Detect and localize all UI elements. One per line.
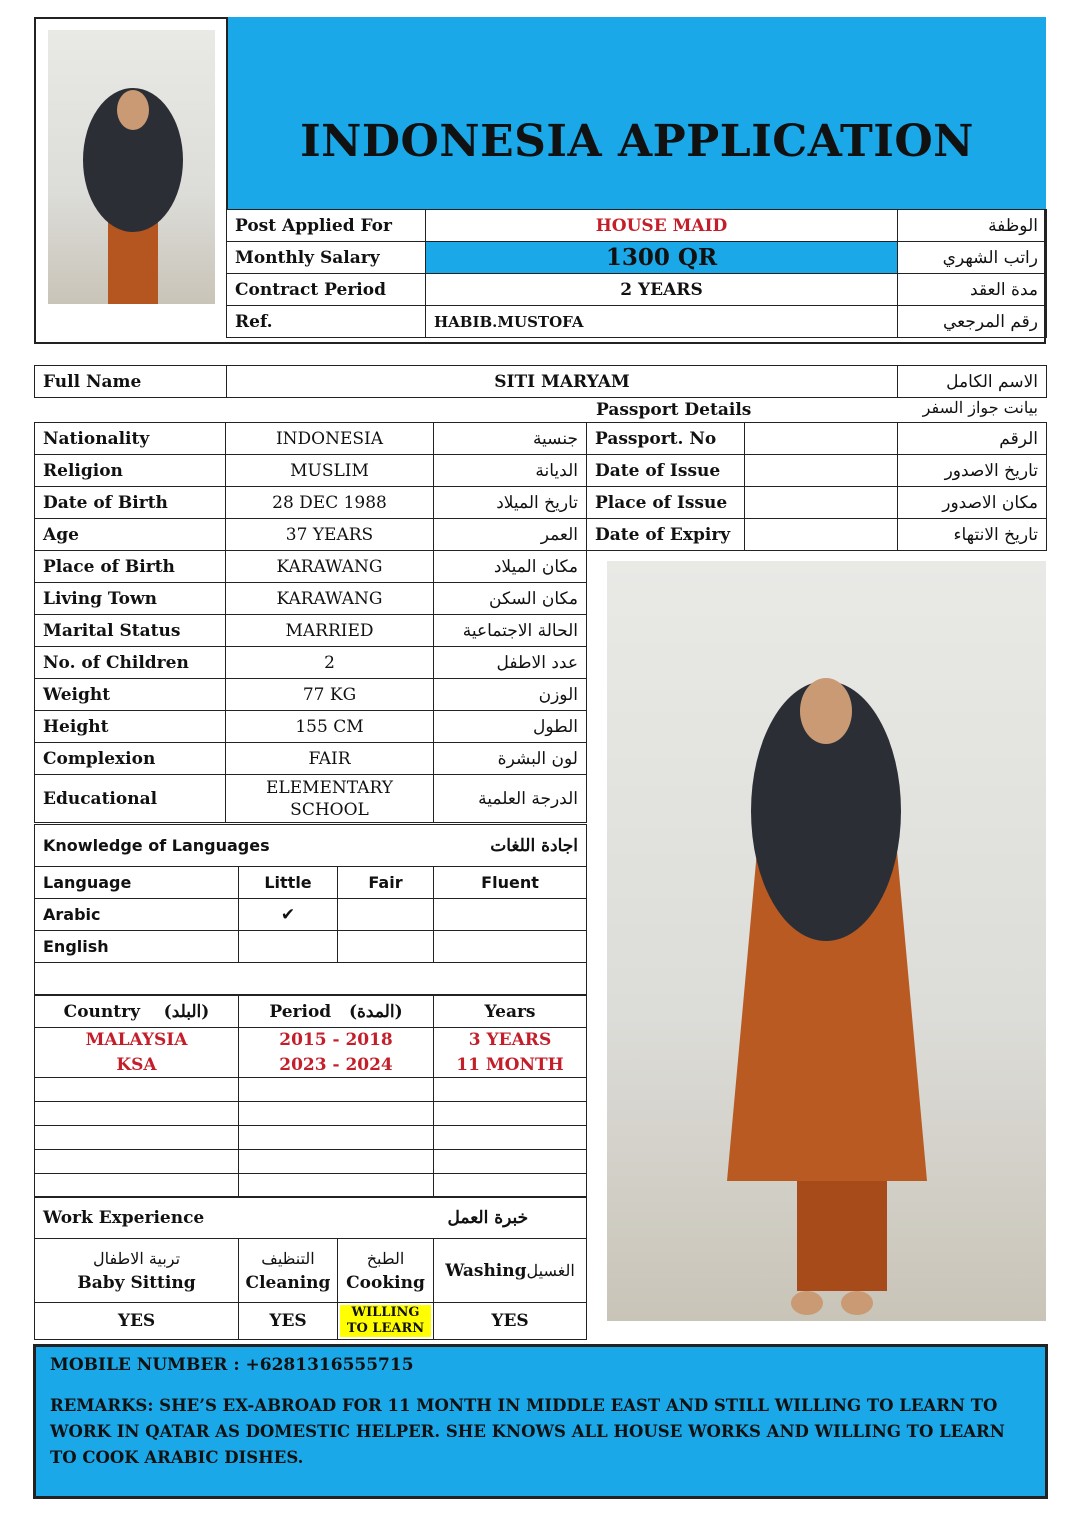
full-body-photo — [607, 561, 1046, 1321]
table-row — [35, 647, 587, 679]
title-banner — [226, 17, 1046, 209]
history-header-period-en: Period — [269, 1001, 332, 1022]
lang-fair — [338, 931, 434, 963]
skill-value-willing — [338, 1303, 434, 1340]
skill-label: Baby Sitting — [77, 1272, 196, 1293]
personal-label: Marital Status — [35, 615, 226, 647]
portrait-photo — [48, 30, 215, 304]
history-period: 2015 - 2018 — [239, 1028, 434, 1053]
education-value-line: ELEMENTARY — [266, 777, 393, 798]
table-row — [35, 423, 587, 455]
history-period: 2023 - 2024 — [239, 1053, 434, 1078]
table-row — [35, 996, 587, 1028]
lang-name: English — [35, 931, 239, 963]
table-row — [35, 366, 1047, 398]
table-row — [227, 274, 1047, 306]
history-header-period — [239, 996, 434, 1028]
personal-label: Date of Birth — [35, 487, 226, 519]
page-title: INDONESIA APPLICATION — [300, 115, 974, 167]
empty-row — [35, 963, 587, 995]
personal-label-ar: مكان السكن — [434, 583, 587, 615]
languages-title-ar: اجادة اللغات — [434, 825, 587, 867]
table-row — [35, 1028, 587, 1053]
table-row — [35, 1102, 587, 1126]
personal-value: 28 DEC 1988 — [226, 487, 434, 519]
table-row — [35, 1053, 587, 1078]
lang-header-fluent: Fluent — [434, 867, 587, 899]
personal-label: Living Town — [35, 583, 226, 615]
personal-label: Religion — [35, 455, 226, 487]
table-row — [35, 963, 587, 995]
personal-label-ar: الوزن — [434, 679, 587, 711]
personal-value: 2 — [226, 647, 434, 679]
personal-value: MUSLIM — [226, 455, 434, 487]
passport-value — [745, 455, 898, 487]
passport-label-ar: تاريخ الانتهاء — [898, 519, 1047, 551]
lang-name: Arabic — [35, 899, 239, 931]
education-label: Educational — [35, 775, 226, 823]
personal-label: Place of Birth — [35, 551, 226, 583]
contract-value: 2 YEARS — [426, 274, 898, 306]
passport-value — [745, 487, 898, 519]
table-row — [587, 455, 1047, 487]
table-row — [35, 551, 587, 583]
work-title: Work Experience — [35, 1197, 434, 1239]
personal-value: 77 KG — [226, 679, 434, 711]
ref-value: HABIB.MUSTOFA — [426, 306, 898, 338]
skill-label-ar: التنظيف — [261, 1248, 315, 1268]
table-row — [35, 899, 587, 931]
full-name-value: SITI MARYAM — [227, 366, 898, 398]
table-row — [35, 487, 587, 519]
table-row — [35, 615, 587, 647]
personal-value: KARAWANG — [226, 551, 434, 583]
passport-label: Date of Issue — [587, 455, 745, 487]
skill-label-ar: الطبخ — [366, 1248, 405, 1268]
languages-title: Knowledge of Languages — [35, 825, 434, 867]
personal-label-ar: الحالة الاجتماعية — [434, 615, 587, 647]
history-header-country — [35, 996, 239, 1028]
skill-label-ar: تربية الاطفال — [92, 1248, 181, 1268]
full-name-label-ar: الاسم الكامل — [898, 366, 1047, 398]
table-row — [227, 306, 1047, 338]
languages-table — [34, 824, 587, 995]
skill-cooking — [338, 1239, 434, 1303]
personal-label-ar: العمر — [434, 519, 587, 551]
post-label: Post Applied For — [227, 210, 426, 242]
remarks-text: REMARKS: SHE’S EX-ABROAD FOR 11 MONTH IN MIDDLE EAST AND STILL WILLING TO LEARN TO WORK IN QATAR AS DOMESTIC HELPER. SHE KNOWS ALL HOUSE WORKS AND WILLING TO LEARN TO COOK ARABIC DISHES. — [50, 1396, 1005, 1467]
skill-washing — [434, 1239, 587, 1303]
post-label-ar: الوظفة — [898, 210, 1047, 242]
table-row — [587, 519, 1047, 551]
contract-label-ar: مدة العقد — [898, 274, 1047, 306]
education-value-line: SCHOOL — [290, 799, 369, 820]
salary-label-ar: راتب الشهري — [898, 242, 1047, 274]
remarks-box — [33, 1344, 1048, 1499]
passport-value — [745, 519, 898, 551]
personal-label-ar: الديانة — [434, 455, 587, 487]
passport-label: Passport. No — [587, 423, 745, 455]
table-row — [35, 1150, 587, 1174]
history-header-years: Years — [434, 996, 587, 1028]
willing-line: TO LEARN — [346, 1321, 425, 1336]
history-header-country-ar: (البلد) — [163, 1001, 210, 1022]
table-row — [35, 775, 587, 823]
salary-label: Monthly Salary — [227, 242, 426, 274]
post-value: HOUSE MAID — [426, 210, 898, 242]
ref-label-ar: رقم المرجعي — [898, 306, 1047, 338]
job-table — [226, 209, 1047, 338]
table-row — [35, 1174, 587, 1198]
passport-label: Date of Expiry — [587, 519, 745, 551]
passport-label-ar: تاريخ الاصدور — [898, 455, 1047, 487]
lang-header-little: Little — [239, 867, 338, 899]
personal-table — [34, 422, 587, 823]
skill-label: Cooking — [346, 1272, 425, 1293]
skill-value: YES — [434, 1303, 587, 1340]
passport-label-ar: الرقم — [898, 423, 1047, 455]
passport-title: Passport Details — [596, 400, 752, 420]
table-row — [35, 711, 587, 743]
education-label-ar: الدرجة العلمية — [434, 775, 587, 823]
history-header-country-en: Country — [63, 1001, 140, 1022]
skill-value: YES — [239, 1303, 338, 1340]
personal-value: FAIR — [226, 743, 434, 775]
lang-fluent — [434, 899, 587, 931]
table-row — [35, 583, 587, 615]
lang-fair — [338, 899, 434, 931]
personal-value: KARAWANG — [226, 583, 434, 615]
personal-value: INDONESIA — [226, 423, 434, 455]
history-header-period-ar: (المدة) — [348, 1001, 403, 1022]
willing-badge — [340, 1305, 431, 1337]
personal-label: No. of Children — [35, 647, 226, 679]
skill-value: YES — [35, 1303, 239, 1340]
table-row — [587, 487, 1047, 519]
table-row — [35, 1078, 587, 1102]
table-row — [35, 679, 587, 711]
table-row — [35, 867, 587, 899]
personal-value: 155 CM — [226, 711, 434, 743]
history-table — [34, 995, 587, 1198]
table-row — [35, 1303, 587, 1340]
full-name-table — [34, 365, 1047, 398]
history-years: 3 YEARS — [434, 1028, 587, 1053]
skill-label: Cleaning — [245, 1272, 331, 1293]
personal-label-ar: الطول — [434, 711, 587, 743]
personal-label: Age — [35, 519, 226, 551]
history-country: MALAYSIA — [35, 1028, 239, 1053]
passport-title-ar: بيانت جواز السفر — [922, 398, 1038, 417]
skill-label-ar: الغسيل — [526, 1260, 575, 1280]
table-row — [35, 1126, 587, 1150]
personal-label: Weight — [35, 679, 226, 711]
personal-label: Nationality — [35, 423, 226, 455]
passport-table — [586, 422, 1047, 551]
full-name-label: Full Name — [35, 366, 227, 398]
skill-baby-sitting — [35, 1239, 239, 1303]
personal-label-ar: لون البشرة — [434, 743, 587, 775]
salary-value: 1300 QR — [426, 242, 898, 274]
history-years: 11 MONTH — [434, 1053, 587, 1078]
table-row — [227, 242, 1047, 274]
skill-label: Washing — [445, 1260, 527, 1281]
personal-value: MARRIED — [226, 615, 434, 647]
work-table — [34, 1196, 587, 1340]
ref-label: Ref. — [227, 306, 426, 338]
personal-value: 37 YEARS — [226, 519, 434, 551]
table-row — [227, 210, 1047, 242]
personal-label-ar: مكان الميلاد — [434, 551, 587, 583]
lang-header-language: Language — [35, 867, 239, 899]
history-country: KSA — [35, 1053, 239, 1078]
table-row — [35, 743, 587, 775]
personal-label-ar: عدد الاطفل — [434, 647, 587, 679]
willing-line: WILLING — [351, 1305, 420, 1320]
personal-label: Complexion — [35, 743, 226, 775]
passport-value — [745, 423, 898, 455]
table-row — [35, 825, 587, 867]
work-title-ar: خبرة العمل — [434, 1197, 587, 1239]
table-row — [35, 1197, 587, 1239]
passport-label-ar: مكان الاصدور — [898, 487, 1047, 519]
table-row — [35, 1239, 587, 1303]
skill-cleaning — [239, 1239, 338, 1303]
table-row — [587, 423, 1047, 455]
check-icon: ✔ — [239, 899, 338, 931]
education-value — [226, 775, 434, 823]
personal-label-ar: تاريخ الميلاد — [434, 487, 587, 519]
table-row — [35, 931, 587, 963]
lang-little — [239, 931, 338, 963]
mobile-number: MOBILE NUMBER : +6281316555715 — [50, 1355, 414, 1375]
portrait-figure-icon — [48, 30, 215, 304]
table-row — [35, 455, 587, 487]
lang-header-fair: Fair — [338, 867, 434, 899]
lang-fluent — [434, 931, 587, 963]
passport-label: Place of Issue — [587, 487, 745, 519]
table-row — [35, 519, 587, 551]
contract-label: Contract Period — [227, 274, 426, 306]
person-figure-icon — [607, 561, 1046, 1321]
personal-label-ar: جنسية — [434, 423, 587, 455]
personal-label: Height — [35, 711, 226, 743]
